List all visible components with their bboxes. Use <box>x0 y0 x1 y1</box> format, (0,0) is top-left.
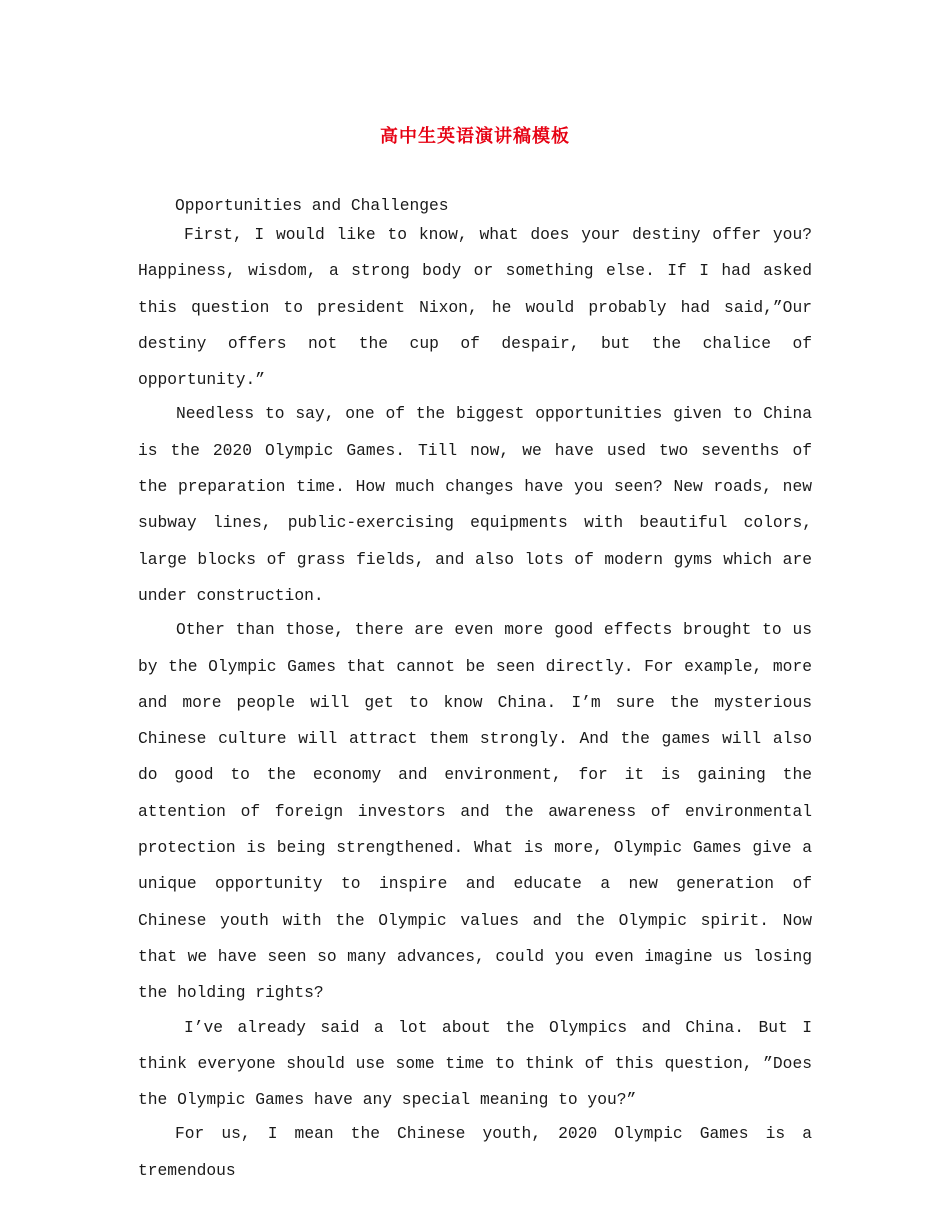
document-body <box>138 190 812 1189</box>
paragraph: First, I would like to know, what does your destiny offer you? Happiness, wisdom, a strong body or something else. If I had asked this question to president Nixon, he would probably had said,”Our destiny offers not the cup of despair, but the chalice of opportunity.” <box>138 225 812 390</box>
document-title: 高中生英语演讲稿模板 <box>380 126 570 147</box>
paragraph: Needless to say, one of the biggest opportunities given to China is the 2020 Olympic Games. Till now, we have used two sevenths of the preparation time. How much changes have you seen? New roads, new subway lines, public-exercising equipments with beautiful colors, large blocks of grass fields, and also lots of modern gyms which are under construction. <box>138 404 812 605</box>
paragraph: Other than those, there are even more good effects brought to us by the Olympic Games that cannot be seen directly. For example, more and more people will get to know China. I’m sure the mysterious Chinese culture will attract them strongly. And the games will also do good to the economy and environment, for it is gaining the attention of foreign investors and the awareness of environmental protection is being strengthened. What is more, Olympic Games give a unique opportunity to inspire and educate a new generation of Chinese youth with the Olympic values and the Olympic spirit. Now that we have seen so many advances, could you even imagine us losing the holding rights? <box>138 620 812 1003</box>
section-heading: Opportunities and Challenges <box>175 196 449 215</box>
paragraph: I’ve already said a lot about the Olympics and China. But I think everyone should use some time to think of this question, ”Does the Olympic Games have any special meaning to you?” <box>138 1017 812 1110</box>
paragraph: For us, I mean the Chinese youth, 2020 Olympic Games is a tremendous <box>138 1124 812 1180</box>
